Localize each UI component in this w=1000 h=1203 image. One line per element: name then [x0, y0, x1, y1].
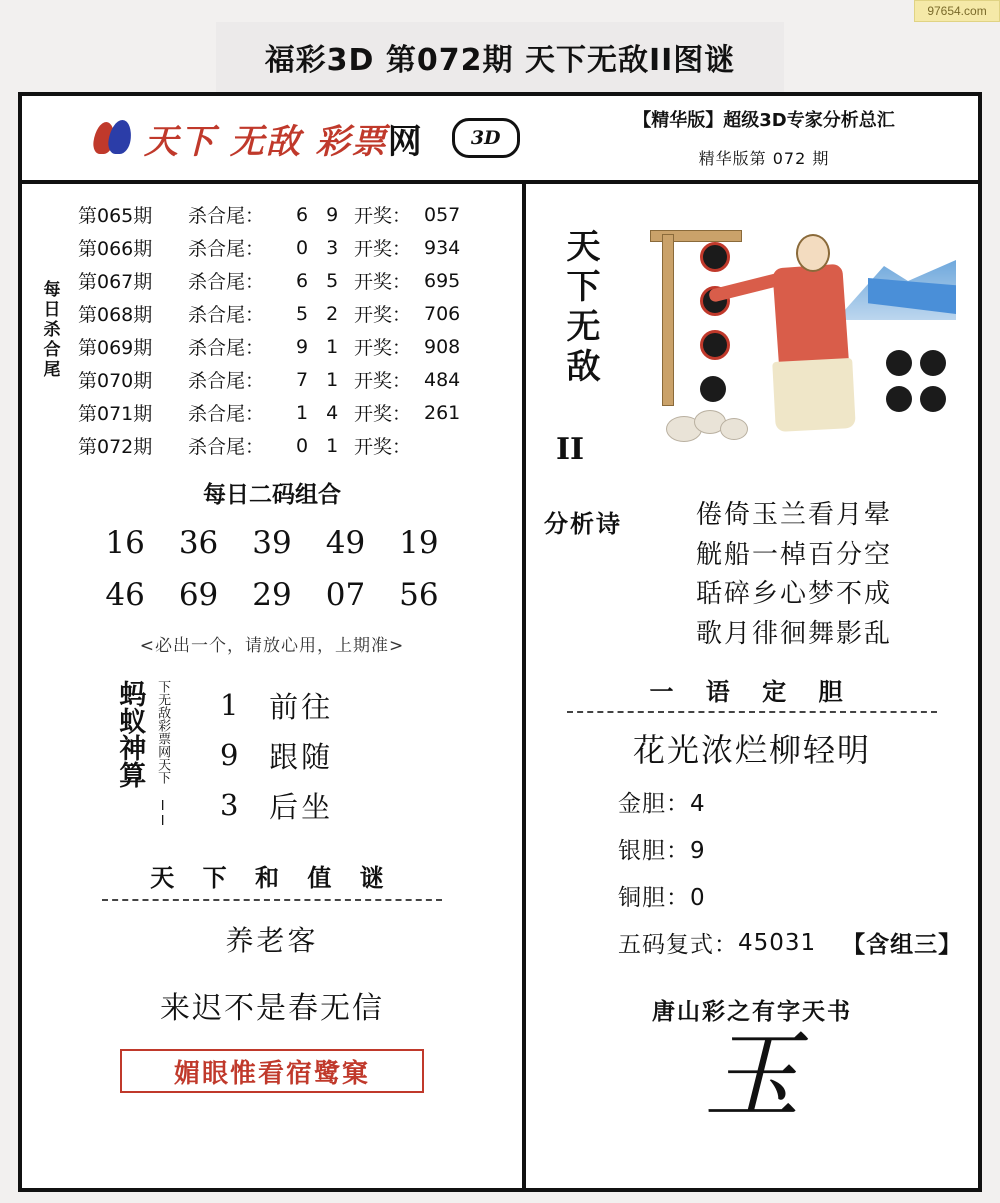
- copper-dan-row: [618, 879, 978, 912]
- row-issue: 第070期: [78, 370, 153, 392]
- pair-row-2: [22, 577, 522, 613]
- poster-header: [22, 96, 978, 184]
- ant-title: 蚂蚁神算: [114, 680, 146, 788]
- row-issue: 第067期: [78, 271, 153, 293]
- five-code-label: 五码复式：: [618, 932, 738, 959]
- divider: [102, 899, 442, 901]
- row-kill-label: 杀合尾：: [188, 436, 265, 458]
- row-result: 934: [424, 236, 461, 259]
- row-kill-nums: 0 3: [296, 236, 345, 259]
- ant-divination-block: [22, 680, 522, 830]
- poem-line: 歌月徘徊舞影乱: [696, 618, 893, 649]
- poster-sheet: [18, 92, 982, 1192]
- edition-issue: 精华版第 072 期: [698, 149, 830, 168]
- pair-value: 36: [178, 525, 219, 561]
- row-open-label: 开奖：: [354, 337, 412, 359]
- ant-word: 后坐: [269, 789, 334, 824]
- poem-line: 觥船一棹百分空: [696, 539, 893, 570]
- pair-value: 19: [399, 525, 439, 561]
- row-kill-label: 杀合尾：: [188, 403, 265, 425]
- row-issue: 第066期: [78, 238, 153, 260]
- lottery-logo-icon: [92, 118, 138, 158]
- divider: [567, 711, 937, 713]
- site-watermark: 97654.com: [914, 0, 1000, 22]
- dan-heading: [526, 672, 978, 713]
- sum-riddle-phrase: 来迟不是春无信: [160, 991, 384, 1026]
- row-kill-nums: 6 5: [296, 269, 345, 292]
- row-open-label: 开奖：: [354, 370, 412, 392]
- artwork-block: [526, 220, 978, 490]
- row-kill-nums: 7 1: [296, 368, 345, 391]
- sum-riddle-heading: [22, 858, 522, 901]
- pair-note: <必出一个，请放心用，上期准>: [139, 636, 405, 656]
- left-column: [22, 184, 526, 1192]
- table-row: [78, 231, 522, 264]
- pair-value: 69: [178, 577, 219, 613]
- silver-dan-row: [618, 832, 978, 865]
- target-disc-icon: [700, 242, 730, 272]
- table-row: [78, 396, 522, 429]
- 3d-badge: 3D: [452, 118, 520, 158]
- table-row: [78, 198, 522, 231]
- header-right-info: [584, 106, 944, 169]
- dan-phrase: 花光浓烂柳轻明: [632, 731, 871, 770]
- figure-head: [796, 234, 830, 272]
- five-code-note: 【含组三】: [842, 932, 963, 959]
- gold-dan-value: 4: [690, 791, 706, 818]
- daily-kill-block: [22, 184, 522, 466]
- table-row: [78, 363, 522, 396]
- target-disc-icon: [700, 330, 730, 360]
- pair-value: 56: [399, 577, 439, 613]
- row-open-label: 开奖：: [354, 403, 412, 425]
- pair-value: 07: [325, 577, 366, 613]
- row-open-label: 开奖：: [354, 304, 412, 326]
- copper-dan-label: 铜胆：: [618, 885, 690, 912]
- row-result: 908: [424, 335, 461, 358]
- ant-number: 3: [219, 788, 239, 822]
- daily-kill-label-text: 每日杀合尾: [39, 280, 60, 380]
- highlight-phrase: 媚眼惟看宿鹭窠: [120, 1049, 424, 1093]
- table-row: [78, 330, 522, 363]
- row-kill-label: 杀合尾：: [188, 304, 265, 326]
- artwork-title: 天下无敌: [560, 228, 600, 388]
- row-issue: 第068期: [78, 304, 153, 326]
- analysis-poem-label: 分析诗: [544, 510, 622, 538]
- stone-shape: [720, 418, 748, 440]
- row-open-label: 开奖：: [354, 436, 412, 458]
- black-ball-icon: [700, 376, 726, 402]
- pair-value: 16: [105, 525, 145, 561]
- row-open-label: 开奖：: [354, 205, 412, 227]
- ant-word: 跟随: [269, 739, 334, 774]
- ant-number: 9: [219, 738, 239, 772]
- row-kill-label: 杀合尾：: [188, 370, 265, 392]
- brand-name: [144, 114, 424, 163]
- analysis-poem-block: [526, 496, 978, 654]
- table-row: [78, 297, 522, 330]
- ant-rows: [205, 680, 333, 830]
- row-issue: 第065期: [78, 205, 153, 227]
- pair-row-1: [22, 525, 522, 561]
- pair-value: 29: [252, 577, 292, 613]
- table-row: [78, 264, 522, 297]
- poem-line: 倦倚玉兰看月晕: [696, 500, 893, 530]
- brand-logo: [92, 114, 520, 163]
- silver-dan-value: 9: [690, 838, 706, 865]
- silver-dan-label: 银胆：: [618, 838, 690, 865]
- list-item: [205, 780, 333, 830]
- row-kill-nums: 0 1: [296, 434, 345, 457]
- pair-value: 39: [252, 525, 292, 561]
- page-title: 福彩3D 第072期 天下无敌II图谜: [264, 43, 736, 78]
- ant-word: 前往: [269, 689, 334, 724]
- right-column: [526, 184, 978, 1192]
- row-kill-label: 杀合尾：: [188, 205, 265, 227]
- row-issue: 第072期: [78, 436, 153, 458]
- pair-value: 46: [105, 577, 145, 613]
- page-titlebar: [216, 22, 784, 92]
- poem-line: 聒碎乡心梦不成: [696, 579, 893, 610]
- pair-value: 49: [325, 525, 366, 561]
- row-result: 261: [424, 401, 461, 424]
- brand-name-black: 网: [387, 121, 424, 162]
- analysis-poem-lines: [696, 496, 978, 654]
- figure-skirt: [772, 358, 856, 432]
- dan-title: 一 语 定 胆: [649, 678, 855, 707]
- list-item: [205, 680, 333, 730]
- pair-section-title: 每日二码组合: [203, 482, 341, 508]
- ant-number: 1: [219, 688, 239, 722]
- sum-riddle-title: 天 下 和 值 谜: [150, 864, 394, 892]
- artwork-title-suffix: II: [556, 432, 585, 467]
- gold-dan-row: [618, 785, 978, 818]
- row-kill-label: 杀合尾：: [188, 271, 265, 293]
- signature-glyph: 玉: [704, 1020, 800, 1133]
- black-ball-icon: [920, 386, 946, 412]
- black-ball-icon: [886, 350, 912, 376]
- five-code-value: 45031: [738, 929, 817, 956]
- table-row: [78, 429, 522, 462]
- wooden-post: [662, 234, 674, 406]
- row-kill-nums: 9 1: [296, 335, 345, 358]
- poster-body: [22, 184, 978, 1192]
- black-ball-icon: [886, 386, 912, 412]
- row-result: 057: [424, 203, 461, 226]
- row-kill-nums: 6 9: [296, 203, 345, 226]
- row-result: 484: [424, 368, 461, 391]
- edition-title: 【精华版】超级3D专家分析总汇: [633, 110, 895, 131]
- row-issue: 第071期: [78, 403, 153, 425]
- row-result: 695: [424, 269, 461, 292]
- row-kill-nums: 1 4: [296, 401, 345, 424]
- gold-dan-label: 金胆：: [618, 791, 690, 818]
- brand-name-red: 天下 无敌 彩票: [144, 121, 388, 162]
- row-open-label: 开奖：: [354, 271, 412, 293]
- copper-dan-value: 0: [690, 885, 706, 912]
- row-open-label: 开奖：: [354, 238, 412, 260]
- artwork-illustration: [636, 220, 966, 470]
- row-kill-label: 杀合尾：: [188, 238, 265, 260]
- sum-riddle-word: 养老客: [225, 924, 319, 957]
- black-ball-icon: [920, 350, 946, 376]
- signature-title: 唐山彩之有字天书: [652, 998, 852, 1026]
- daily-kill-label: [22, 198, 78, 462]
- list-item: [205, 730, 333, 780]
- row-issue: 第069期: [78, 337, 153, 359]
- row-kill-label: 杀合尾：: [188, 337, 265, 359]
- ant-subtitle: 下无敌彩票网天下 II: [155, 680, 171, 829]
- daily-kill-rows: [78, 198, 522, 462]
- row-result: 706: [424, 302, 461, 325]
- five-code-row: [618, 926, 978, 959]
- row-kill-nums: 5 2: [296, 302, 345, 325]
